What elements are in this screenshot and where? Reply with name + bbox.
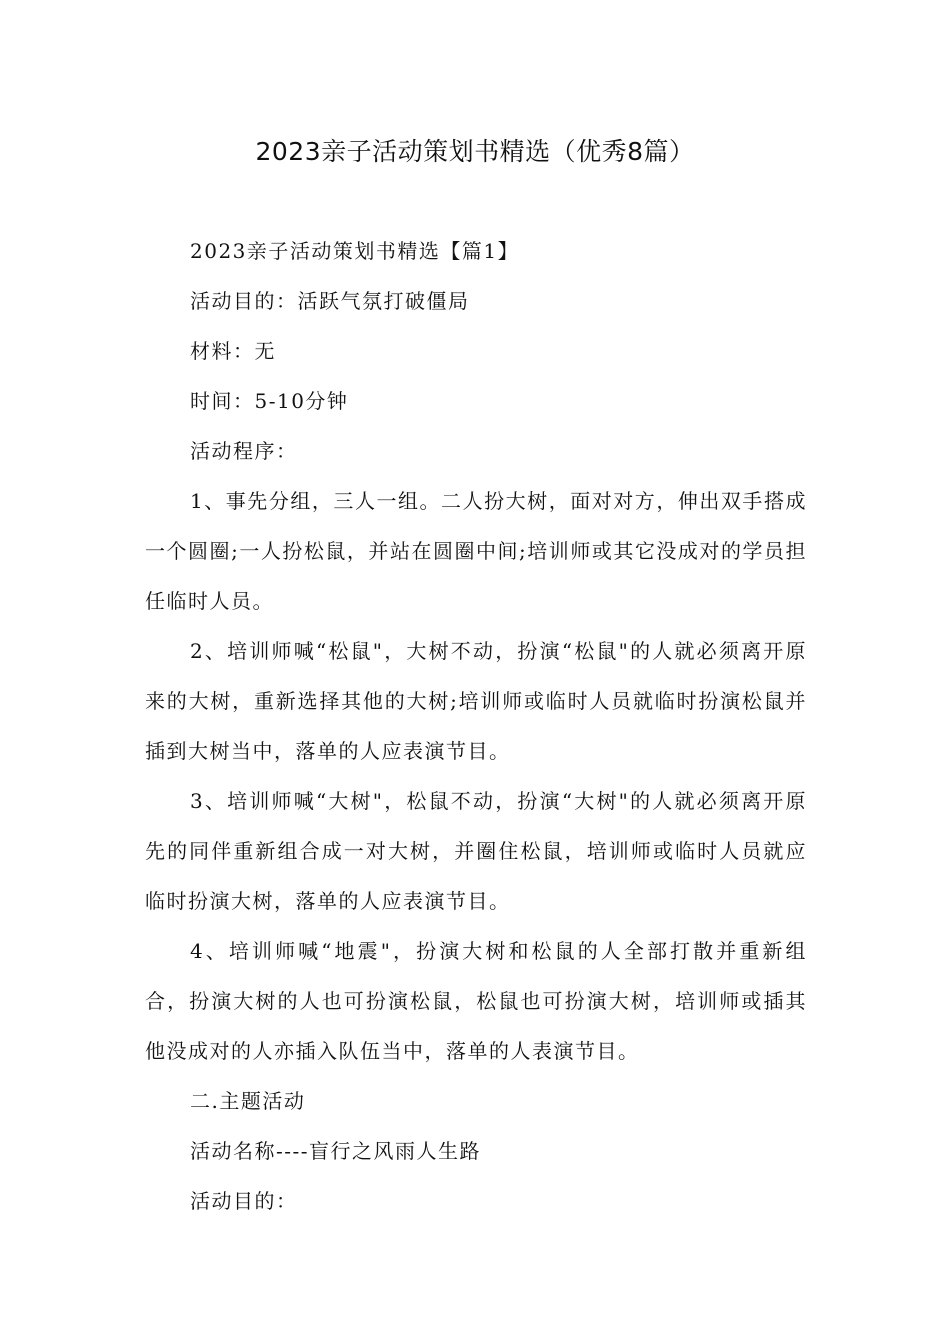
activity-name: 活动名称----盲行之风雨人生路 xyxy=(190,1139,482,1163)
theme-activity-heading: 二.主题活动 xyxy=(190,1089,306,1113)
document-body xyxy=(145,226,807,1226)
document-title: 2023亲子活动策划书精选（优秀8篇） xyxy=(255,137,695,166)
procedure-step-1: 1、事先分组，三人一组。二人扮大树，面对对方，伸出双手搭成一个圆圈;一人扮松鼠，并站在圆圈中间;培训师或其它没成对的学员担任临时人员。 xyxy=(145,489,807,613)
procedure-heading: 活动程序： xyxy=(190,439,298,463)
procedure-step-4: 4、培训师喊“地震"，扮演大树和松鼠的人全部打散并重新组合，扮演大树的人也可扮演松鼠，松鼠也可扮演大树，培训师或插其他没成对的人亦插入队伍当中，落单的人表演节目。 xyxy=(145,939,807,1063)
activity-purpose-2: 活动目的： xyxy=(190,1189,298,1213)
section-heading: 2023亲子活动策划书精选【篇1】 xyxy=(190,239,520,263)
duration: 时间：5-10分钟 xyxy=(190,389,349,413)
procedure-step-3: 3、培训师喊“大树"，松鼠不动，扮演“大树"的人就必须离开原先的同伴重新组合成一对大树，并圈住松鼠，培训师或临时人员就应临时扮演大树，落单的人应表演节目。 xyxy=(145,789,807,913)
procedure-step-2: 2、培训师喊“松鼠"，大树不动，扮演“松鼠"的人就必须离开原来的大树，重新选择其他的大树;培训师或临时人员就临时扮演松鼠并插到大树当中，落单的人应表演节目。 xyxy=(145,639,807,763)
activity-purpose: 活动目的：活跃气氛打破僵局 xyxy=(190,289,470,313)
materials: 材料：无 xyxy=(190,339,276,363)
